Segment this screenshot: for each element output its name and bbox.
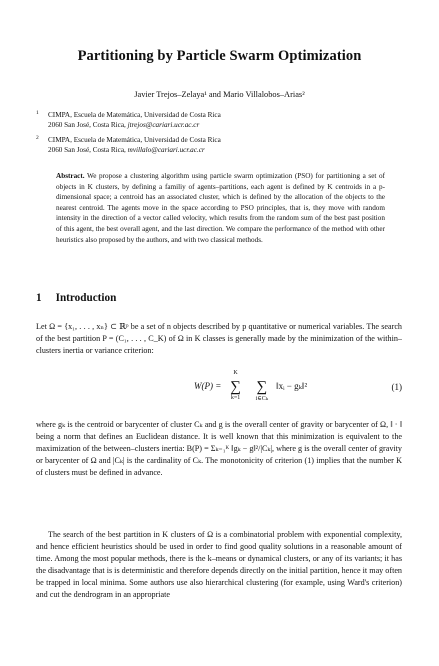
affiliation-1 (36, 110, 221, 130)
paragraph-1: Let Ω = {x₁, . . . , xₙ} ⊂ ℝᵖ be a set of n objects described by p quantitative or numerical variables. The search of the best partition P = (C₁, . . . , C_K) of Ω in K classes is generally made by the minimization of the within–clusters inertia or variance criterion: (36, 322, 402, 355)
equation-number: (1) (391, 382, 402, 392)
affiliation-number: 2 (36, 135, 39, 141)
paper-title: Partitioning by Particle Swarm Optimization (77, 48, 362, 64)
paragraph-3: The search of the best partition in K clusters of Ω is a combinatorial problem with exponential complexity, and hence efficient heuristics should be used in order to find good quality solutions in a reasonable amount of time. Among the most popular methods, there is the k–means or dynamical clusters, or any of its variants; it has the disadvantage that is is deterministic and therefore depends directly on the initial partition, hence it may often be trapped in local minima. Some authors use also hierarchical clustering (for example, using Ward's criterion) and cut the dendrogram in an appropriate (36, 530, 402, 599)
author-line: Javier Trejos–Zelaya¹ and Mario Villalobos–Arias² (134, 90, 305, 99)
sum-over-k (224, 370, 248, 401)
abstract (56, 171, 385, 245)
section-number: 1 (36, 292, 42, 304)
affiliation-number: 1 (36, 110, 39, 116)
affiliation-location: 2060 San José, Costa Rica, (48, 146, 128, 154)
equation-body: ‖xᵢ − gₖ‖² (276, 381, 308, 392)
affiliation-institution: CIMPA, Escuela de Matemática, Universidad de Costa Rica (48, 111, 221, 119)
affiliation-2 (36, 135, 221, 155)
affiliation-institution: CIMPA, Escuela de Matemática, Universidad de Costa Rica (48, 136, 221, 144)
abstract-text: We propose a clustering algorithm using particle swarm optimization (PSO) for partitioning a set of objects in K clusters, by defining a familiy of agents–partitions, each agent is defined by K centroids in a p-dimensional space; a centroid has an associated cluster, which is defined by the allocation of the objects to the nearest centroid. The agents move in the space according to PSO principles, that is, they move with random intensity in the direction of a vector called velocity, which results from the random sum of the best past position of this agent, the best overall agent, and the last direction. We compare the performance of the method with other heuristics also proposed by the authors, and with two classical methods. (56, 172, 385, 244)
equation-lhs: W(P) = (194, 381, 224, 392)
sum-upper-limit: K (233, 370, 238, 376)
abstract-label: Abstract. (56, 172, 85, 180)
equation-1 (36, 368, 402, 408)
section-title: Introduction (55, 292, 117, 304)
affiliation-email: jtrejos@cariari.ucr.ac.cr (127, 121, 200, 129)
affiliation-email: mvillalo@cariari.ucr.ac.cr (127, 146, 205, 154)
paragraph-2: where gₖ is the centroid or barycenter of cluster Cₖ and g is the overall center of gravity or barycenter of Ω, ‖ · ‖ being a norm that defines an Euclidean distance. It is well known that this minimization is equivalent to the maximization of the between–clusters inertia: B(P) = Σₖ₌₁ᴷ ‖gₖ − g‖²/|Cₖ|, where g is the overall center of gravity or barycenter of Ω and |Cₖ| is the cardinality of Cₖ. The monotonicity of criterion (1) implies that the number K of clusters must be defined in advance. (36, 420, 402, 477)
sum-symbol: ∑ (256, 379, 268, 395)
sum-lower-limit-k: k=1 (230, 395, 241, 401)
affiliation-address (36, 145, 221, 155)
sum-symbol: ∑ (230, 379, 241, 395)
section-heading (36, 292, 116, 304)
affiliation-address (36, 120, 221, 130)
equation-expression (194, 370, 308, 402)
sum-lower-limit-i: i∈Cₖ (255, 396, 268, 402)
affiliation-location: 2060 San José, Costa Rica, (48, 121, 128, 129)
sum-over-i (250, 379, 274, 402)
